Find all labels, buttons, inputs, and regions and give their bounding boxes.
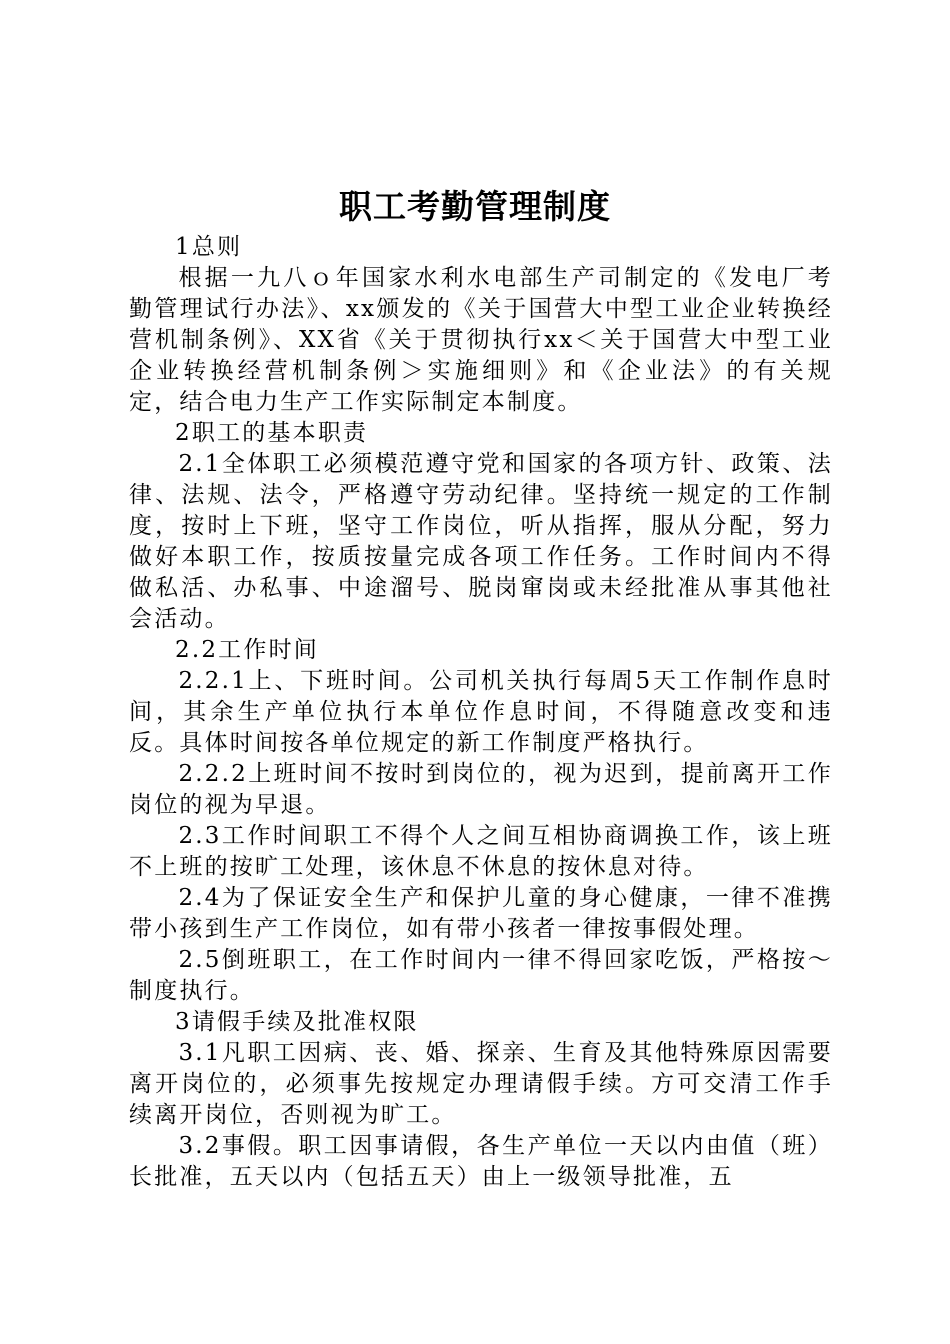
paragraph-2-2-1: 2.2.1上、下班时间。公司机关执行每周5天工作制作息时间，其余生产单位执行本单位作息时间，不得随意改变和违反。具体时间按各单位规定的新工作制度严格执行。: [129, 668, 833, 756]
subheading-work-time: 2.2工作时间: [175, 637, 319, 663]
paragraph-2-3: 2.3工作时间职工不得个人之间互相协商调换工作，该上班不上班的按旷工处理，该休息不休息的按休息对待。: [129, 823, 833, 880]
paragraph-2-1: 2.1全体职工必须模范遵守党和国家的各项方针、政策、法律、法规、法令，严格遵守劳动纪律。坚持统一规定的工作制度，按时上下班，坚守工作岗位，听从指挥，服从分配，努力做好本职工作，按质按量完成各项工作任务。工作时间内不得做私活、办私事、中途溜号、脱岗窜岗或未经批准从事其他社会活动。: [129, 451, 833, 632]
document-title: 职工考勤管理制度: [339, 187, 611, 226]
paragraph-3-1: 3.1凡职工因病、丧、婚、探亲、生育及其他特殊原因需要离开岗位的，必须事先按规定办理请假手续。方可交清工作手续离开岗位，否则视为旷工。: [129, 1040, 833, 1128]
paragraph-3-2: 3.2事假。职工因事请假，各生产单位一天以内由值（班）长批准，五天以内（包括五天）由上一级领导批准，五: [129, 1133, 833, 1190]
section-heading-general: 1总则: [175, 234, 243, 260]
document-body: [129, 232, 833, 1193]
section-heading-duties: 2职工的基本职责: [175, 420, 369, 446]
section-heading-leave: 3请假手续及批准权限: [175, 1009, 419, 1035]
paragraph-2-4: 2.4为了保证安全生产和保护儿童的身心健康，一律不准携带小孩到生产工作岗位，如有带小孩者一律按事假处理。: [129, 885, 833, 942]
paragraph-2-5: 2.5倒班职工，在工作时间内一律不得回家吃饭，严格按～制度执行。: [129, 947, 833, 1004]
paragraph-2-2-2: 2.2.2上班时间不按时到岗位的，视为迟到，提前离开工作岗位的视为早退。: [129, 761, 833, 818]
paragraph-basis: 根据一九八ｏ年国家水利水电部生产司制定的《发电厂考勤管理试行办法》、xx颁发的《关于国营大中型工业企业转换经营机制条例》、XX省《关于贯彻执行xx＜关于国营大中型工业企业转换经营机制条例＞实施细则》和《企业法》的有关规定，结合电力生产工作实际制定本制度。: [129, 265, 833, 415]
